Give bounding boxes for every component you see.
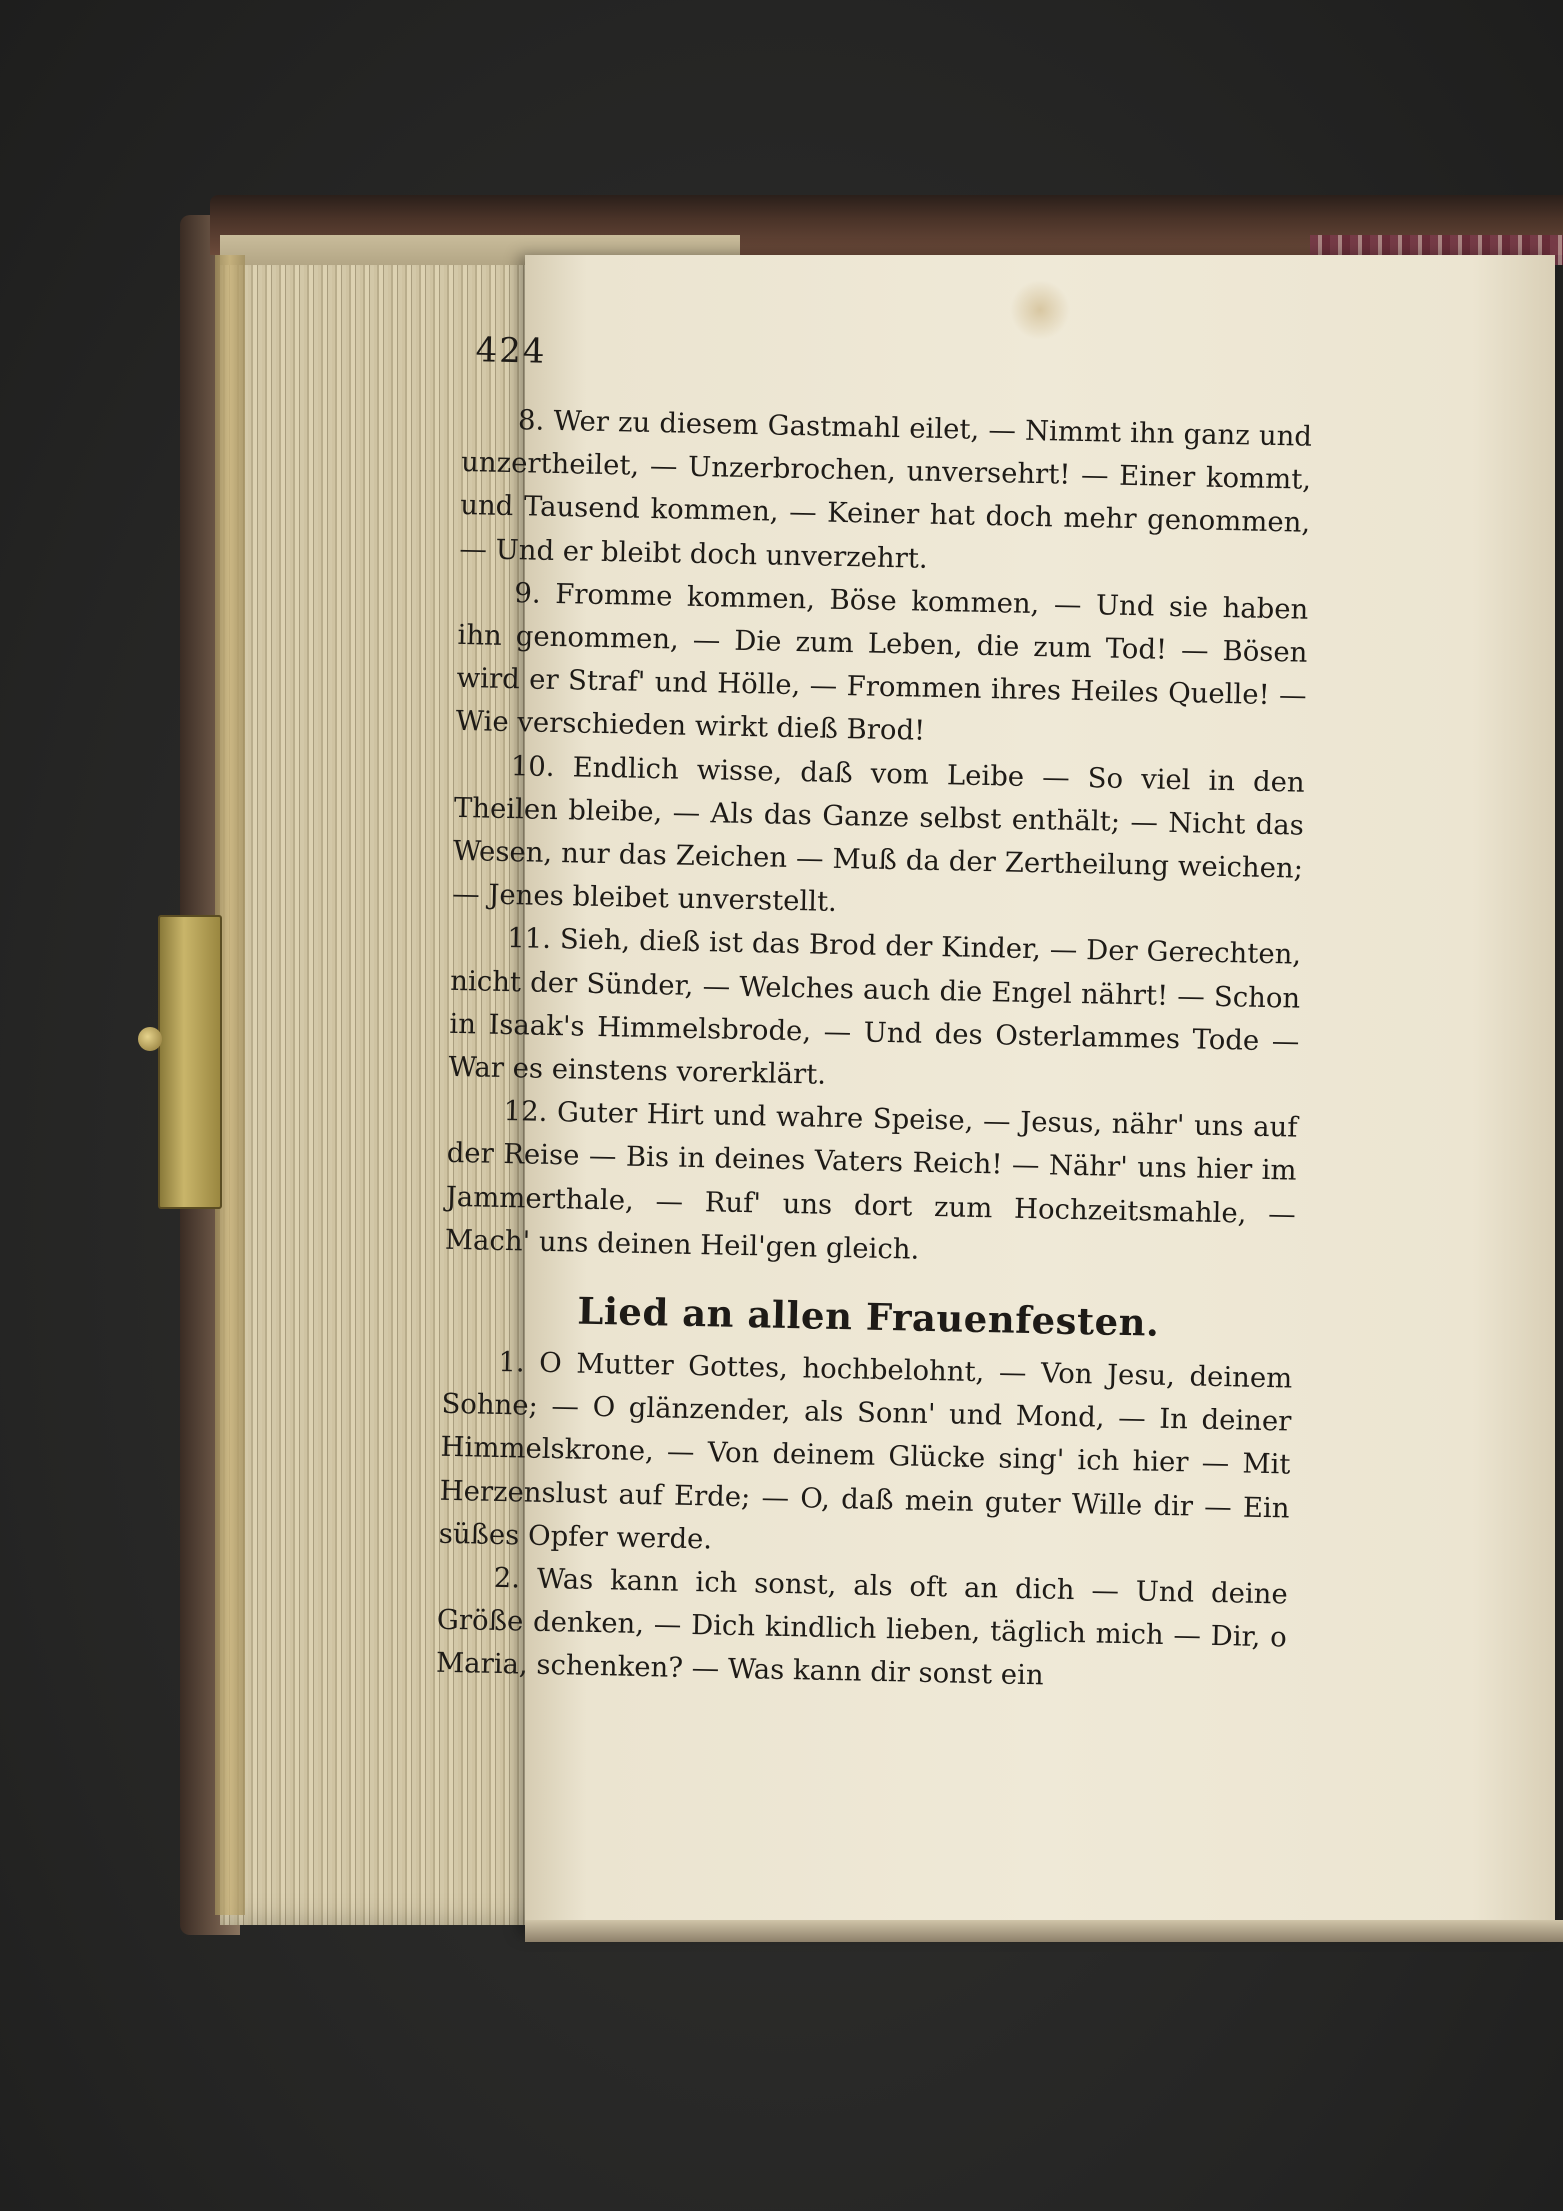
stanza-10: 10. Endlich wisse, daß vom Leibe — So viel in den Theilen bleibe, — Als das Ganze selbst enthält; — Nicht das Wesen, nur das Zeichen — Muß da der Zertheilung weichen; — Jenes bleibet unverstellt.: [451, 749, 1306, 919]
page-stain: [1010, 280, 1070, 340]
page-number: 424: [475, 330, 547, 372]
stanza-9: 9. Fromme kommen, Böse kommen, — Und sie haben ihn genommen, — Die zum Leben, die zum Tod! — Bösen wird er Straf' und Hölle, — Frommen ihres Heiles Quelle! — Wie verschieden wirkt dieß Brod!: [455, 576, 1309, 748]
hymn-stanza-2: 2. Was kann ich sonst, als oft an dich — Und deine Größe denken, — Dich kindlich lieben, täglich mich — Dir, o Maria, schenken? — Was kann dir sonst ein: [435, 1561, 1289, 1692]
hymn-stanza-1: 1. O Mutter Gottes, hochbelohnt, — Von Jesu, deinem Sohne; — O glänzender, als Sonn' und Mond, — In deiner Himmelskrone, — Von deinem Glücke sing' ich hier — Mit Herzenslust auf Erde; — O, daß mein guter Wille dir — Ein süßes Opfer werde.: [438, 1346, 1293, 1556]
page-text-block: [436, 330, 1314, 1703]
stanza-11: 11. Sieh, dieß ist das Brod der Kinder, — Der Gerechten, nicht der Sünder, — Welches auch die Engel nährt! — Schon in Isaak's Himmelsbrode, — Und des Osterlammes Tode — War es einstens vorerklärt.: [448, 922, 1302, 1091]
clasp-knob: [138, 1027, 162, 1051]
hymn-heading: Lied an allen Frauenfesten.: [576, 1288, 1160, 1345]
book-clasp: [158, 915, 222, 1209]
stanza-12: 12. Guter Hirt und wahre Speise, — Jesus, nähr' uns auf der Reise — Bis in deines Vaters Reich! — Nähr' uns hier im Jammerthale, — Ruf' uns dort zum Hochzeitsmahle, — Mach' uns deinen Heil'gen gleich.: [444, 1095, 1298, 1266]
stanza-8: 8. Wer zu diesem Gastmahl eilet, — Nimmt ihn ganz und unzertheilet, — Unzerbrochen, unversehrt! — Einer kommt, und Tausend kommen, — Keiner hat doch mehr genommen, — Und er bleibt doch unverzehrt.: [459, 404, 1313, 575]
page-bottom-edge: [525, 1920, 1563, 1942]
